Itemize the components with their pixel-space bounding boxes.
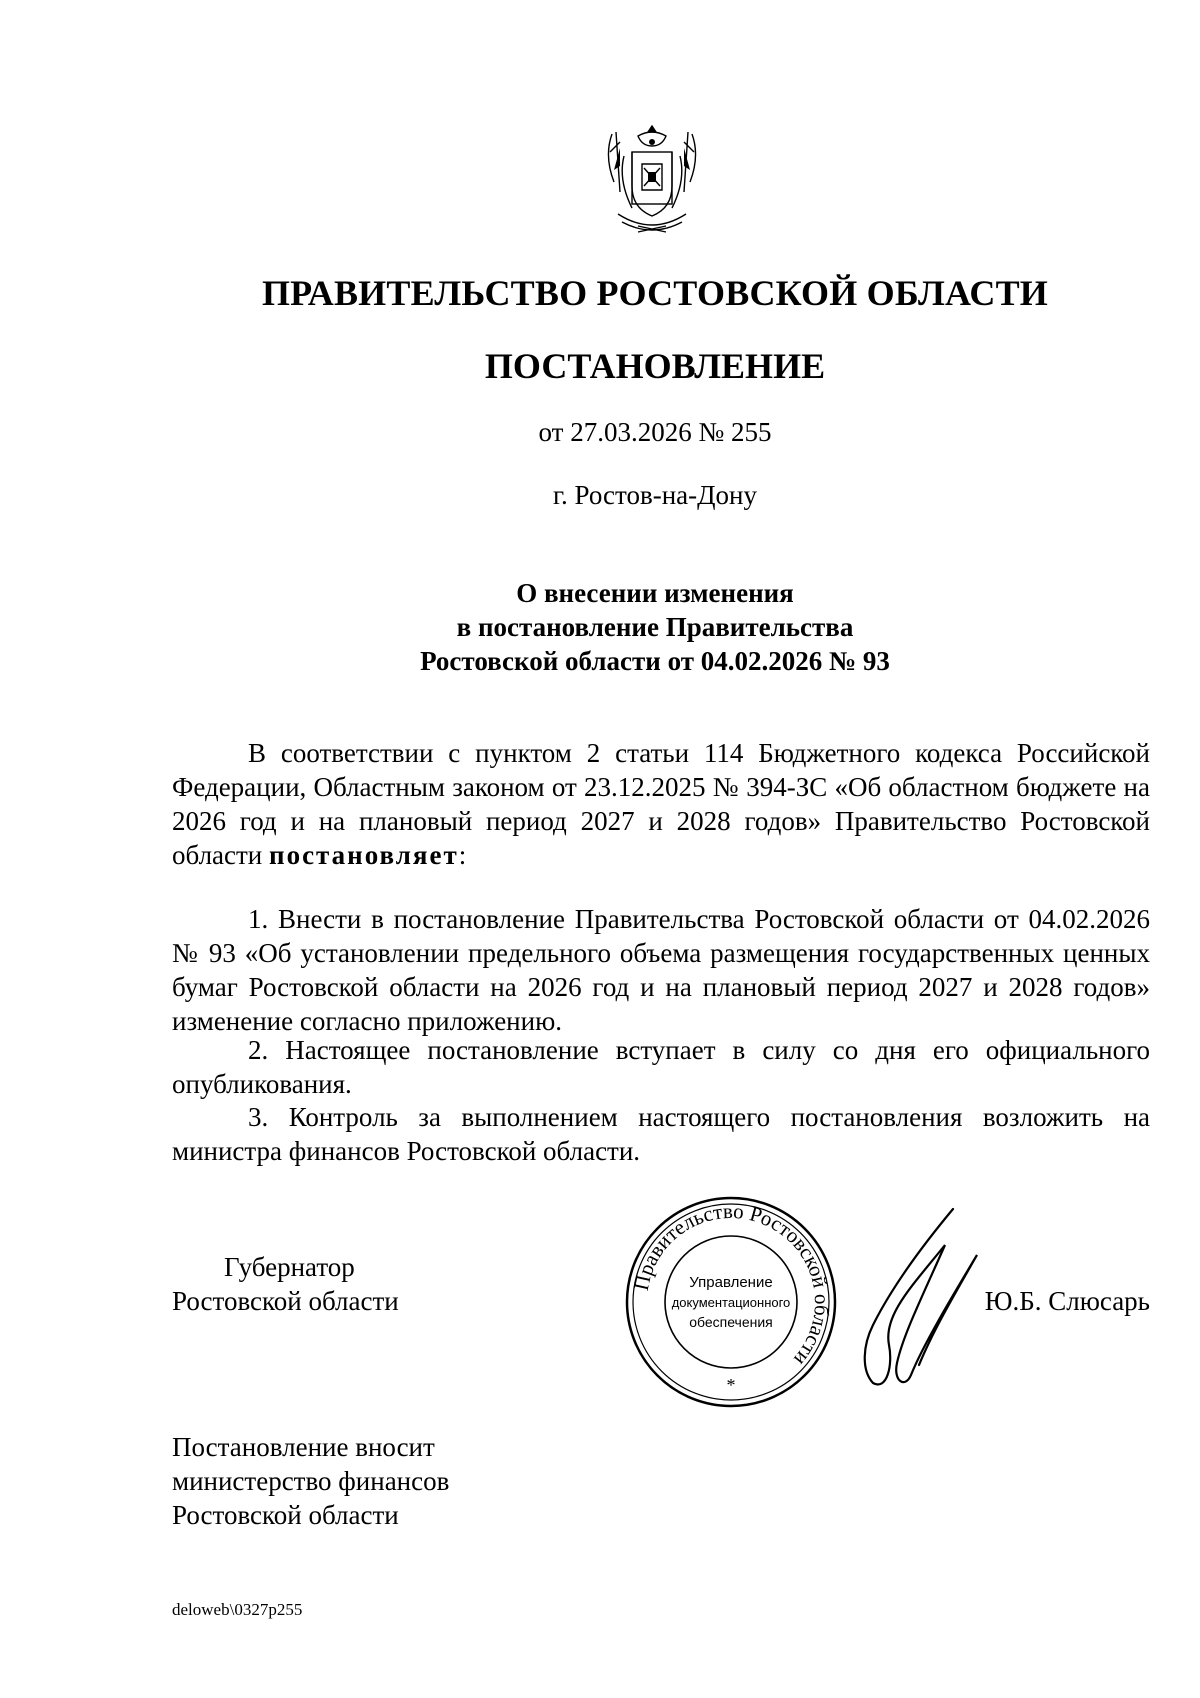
clause-2: 2. Настоящее постановление вступает в силу со дня его официального опубликования. <box>172 1035 1150 1099</box>
handwritten-signature <box>853 1205 983 1390</box>
clause-1: 1. Внести в постановление Правительства Ростовской области от 04.02.2026 № 93 «Об установлении предельного объема размещения государственных ценных бумаг Ростовской области на 2026 год и на плановый период 2027 и 2028 годов» изменение согласно приложению. <box>172 904 1150 1036</box>
submitter-line: Ростовской области <box>172 1500 399 1530</box>
document-date-number: от 27.03.2026 № 255 <box>538 417 772 447</box>
signer-position-line: Губернатор <box>224 1252 355 1282</box>
official-seal <box>624 1195 838 1409</box>
coat-of-arms-icon <box>598 122 706 240</box>
decree-keyword: постановляет <box>269 840 459 870</box>
document-type-heading: ПОСТАНОВЛЕНИЕ <box>484 346 826 386</box>
decree-colon: : <box>458 840 467 870</box>
footer-file-code: deloweb\0327p255 <box>172 1600 303 1619</box>
subject-line: в постановление Правительства <box>456 612 854 642</box>
seal-outer-text: Правительство Ростовской области <box>628 1198 835 1371</box>
seal-star: * <box>726 1375 736 1395</box>
clause-3: 3. Контроль за выполнением настоящего постановления возложить на министра финансов Ростовской области. <box>172 1102 1150 1166</box>
document-city: г. Ростов-на-Дону <box>552 480 757 510</box>
preamble-paragraph <box>172 736 1150 872</box>
document-subject <box>0 576 1200 678</box>
organization-title: ПРАВИТЕЛЬСТВО РОСТОВСКОЙ ОБЛАСТИ <box>261 273 1049 313</box>
submitter-note <box>172 1430 449 1532</box>
subject-line: О внесении изменения <box>516 578 794 608</box>
seal-inner-line: обеспечения <box>689 1314 773 1330</box>
signer-position <box>172 1250 399 1318</box>
signer-name: Ю.Б. Слюсарь <box>984 1286 1150 1316</box>
submitter-line: министерство финансов <box>172 1466 450 1496</box>
seal-inner-line: Управление <box>689 1274 773 1291</box>
submitter-line: Постановление вносит <box>172 1432 435 1462</box>
subject-line: Ростовской области от 04.02.2026 № 93 <box>420 646 890 676</box>
preamble-text: В соответствии с пунктом 2 статьи 114 Бюджетного кодекса Российской Федерации, Областным законом от 23.12.2025 № 394-ЗС «Об областном бюджете на 2026 год и на плановый период 2027 и 2028 годов» Правительство Ростовской области <box>172 738 1150 870</box>
seal-inner-line: документационного <box>671 1295 791 1310</box>
signer-position-line: Ростовской области <box>172 1286 399 1316</box>
